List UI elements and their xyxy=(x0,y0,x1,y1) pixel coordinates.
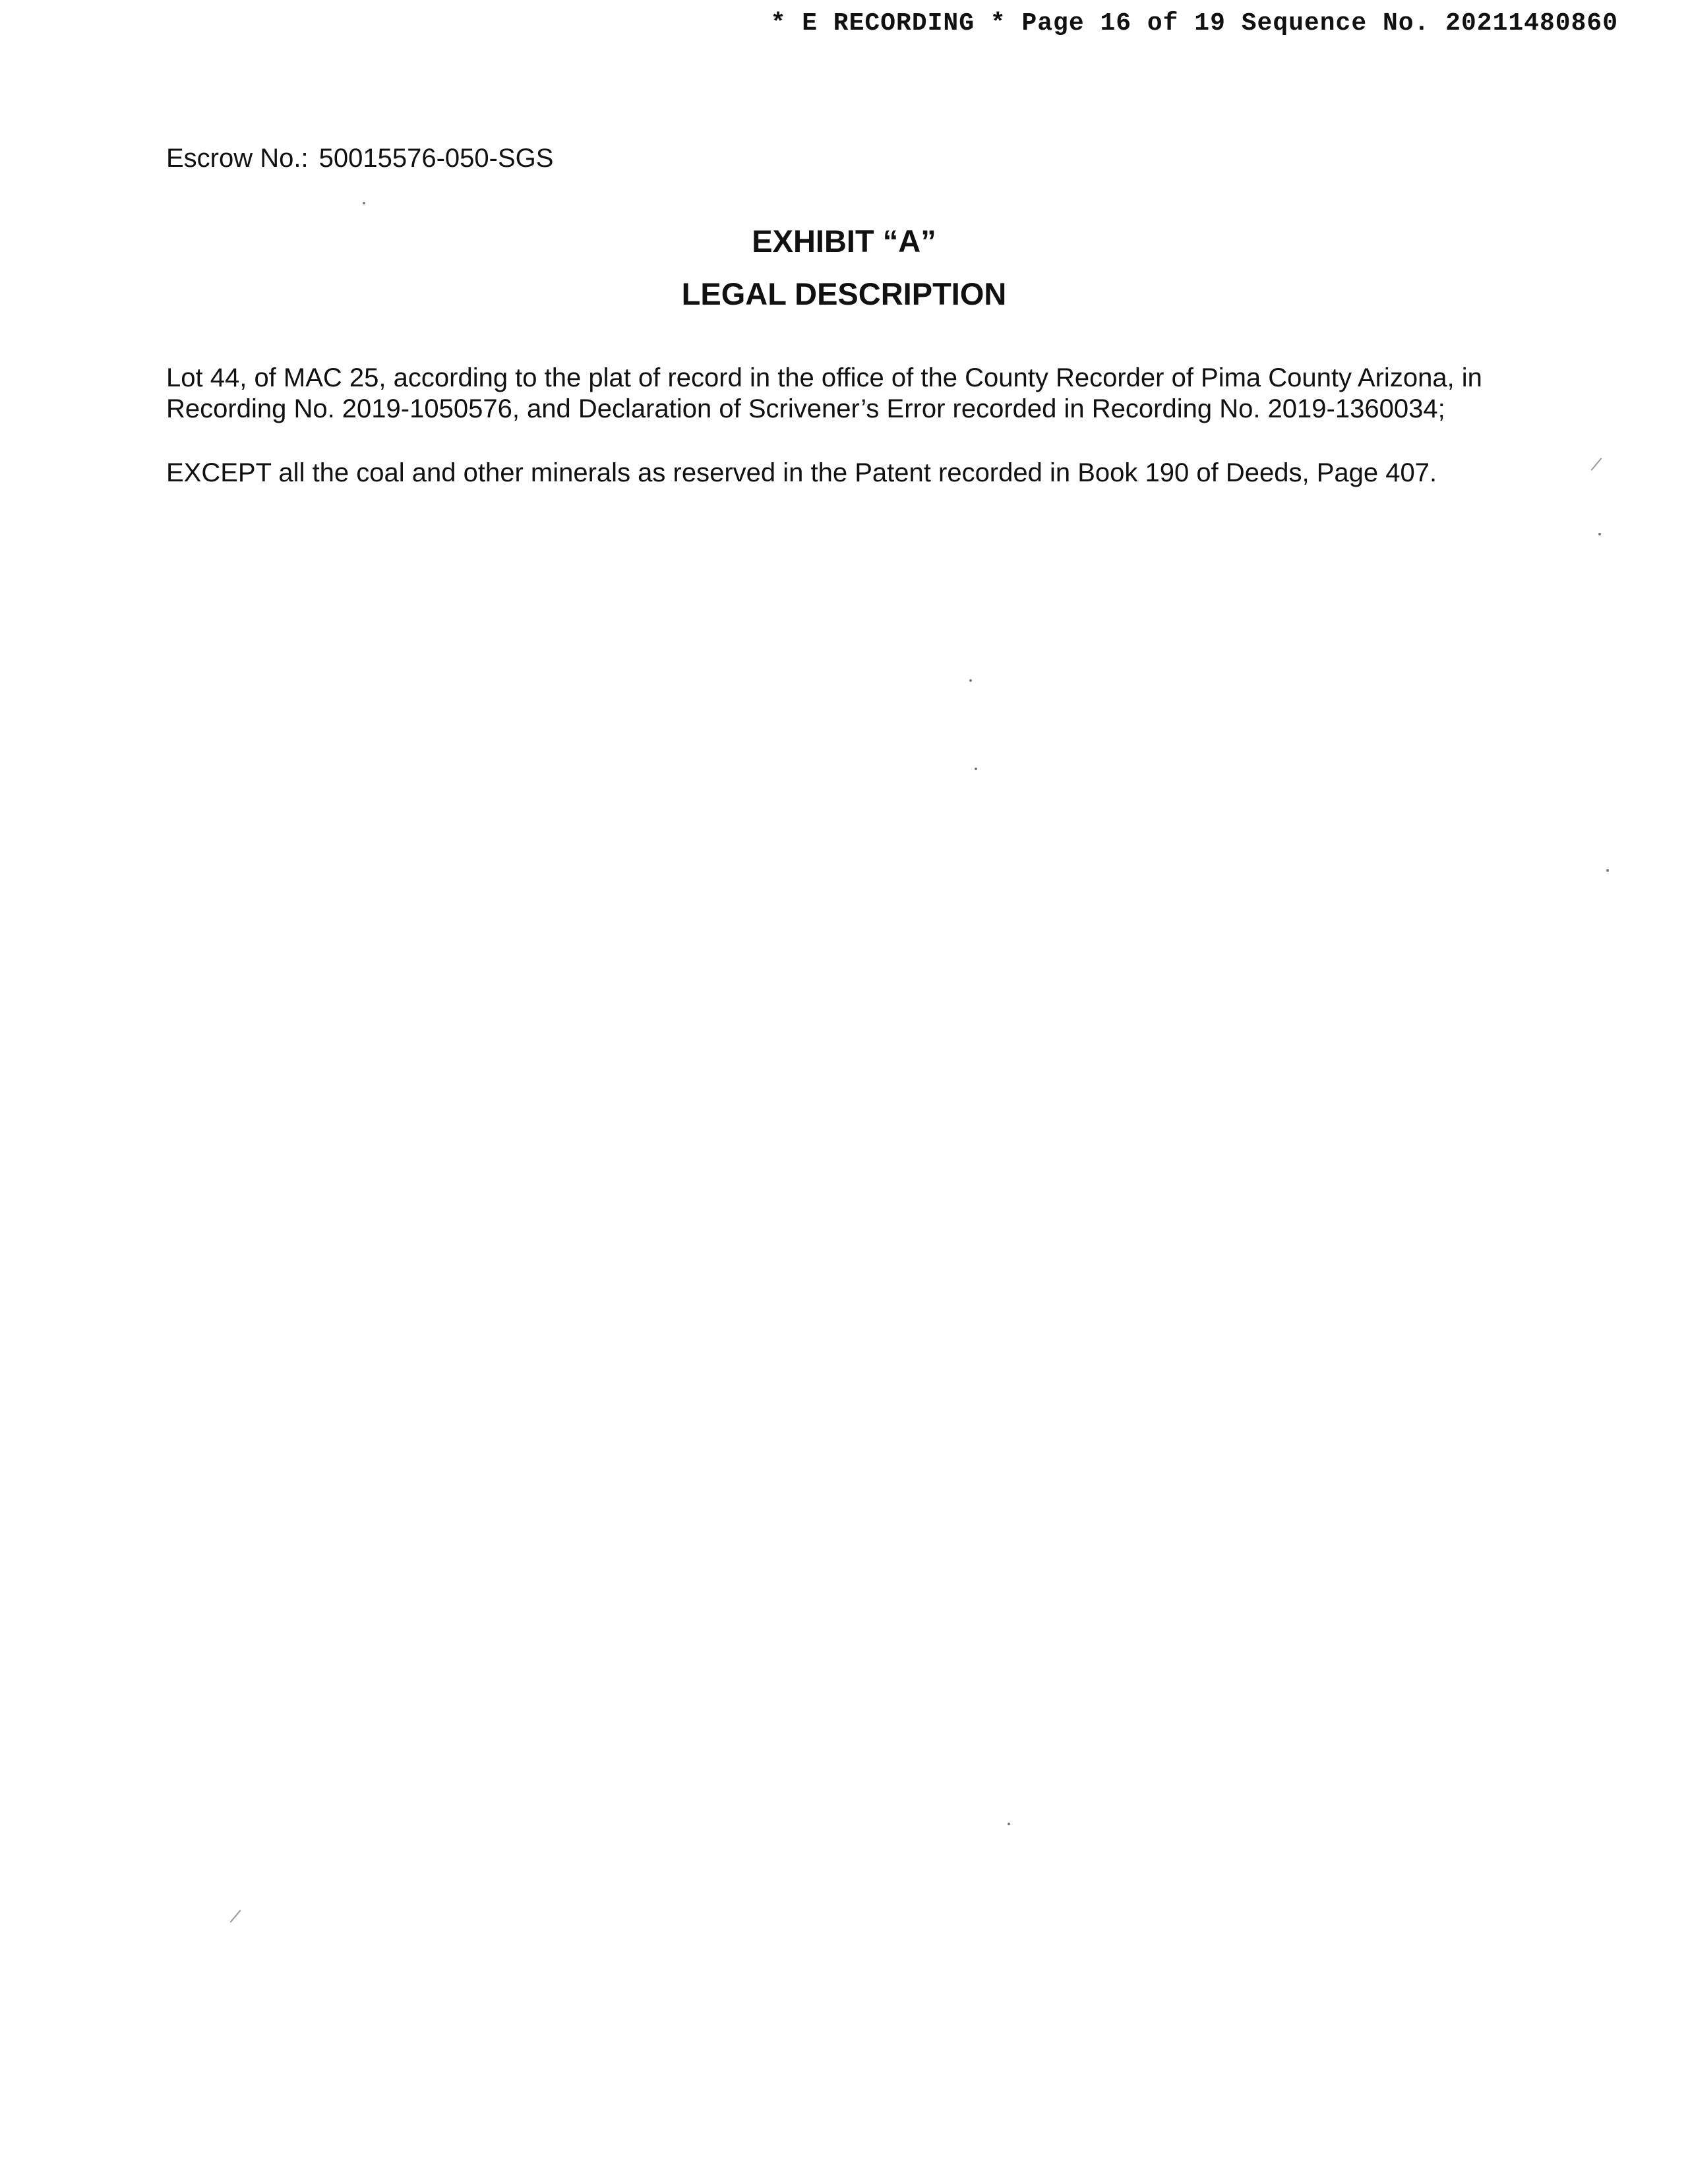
mineral-exception-paragraph: EXCEPT all the coal and other minerals as reserved in the Patent recorded in Book 190 of Deeds, Page 407. xyxy=(166,458,1437,487)
scan-speck xyxy=(969,679,972,682)
scan-speck xyxy=(363,202,365,204)
scan-speck xyxy=(1008,1823,1010,1825)
scan-speck xyxy=(1606,869,1609,872)
escrow-number-line xyxy=(166,144,553,173)
scan-mark xyxy=(230,1910,241,1923)
exhibit-title: EXHIBIT “A” xyxy=(752,224,936,258)
scan-speck xyxy=(1598,533,1601,535)
escrow-value: 50015576-050-SGS xyxy=(318,144,554,173)
recording-stamp: * E RECORDING * Page 16 of 19 Sequence No. 20211480860 xyxy=(770,9,1618,38)
scan-mark xyxy=(1591,458,1602,471)
legal-description-paragraph: Lot 44, of MAC 25, according to the plat of record in the office of the County Recorder of Pima County Arizona, in Recording No. 2019-1050576, and Declaration of Scrivener’s Error recorded in Recording No. 2019-1360034; xyxy=(166,363,1482,423)
escrow-label: Escrow No.: xyxy=(166,144,309,173)
scan-speck xyxy=(975,768,977,770)
legal-description-heading: LEGAL DESCRIPTION xyxy=(681,276,1007,311)
